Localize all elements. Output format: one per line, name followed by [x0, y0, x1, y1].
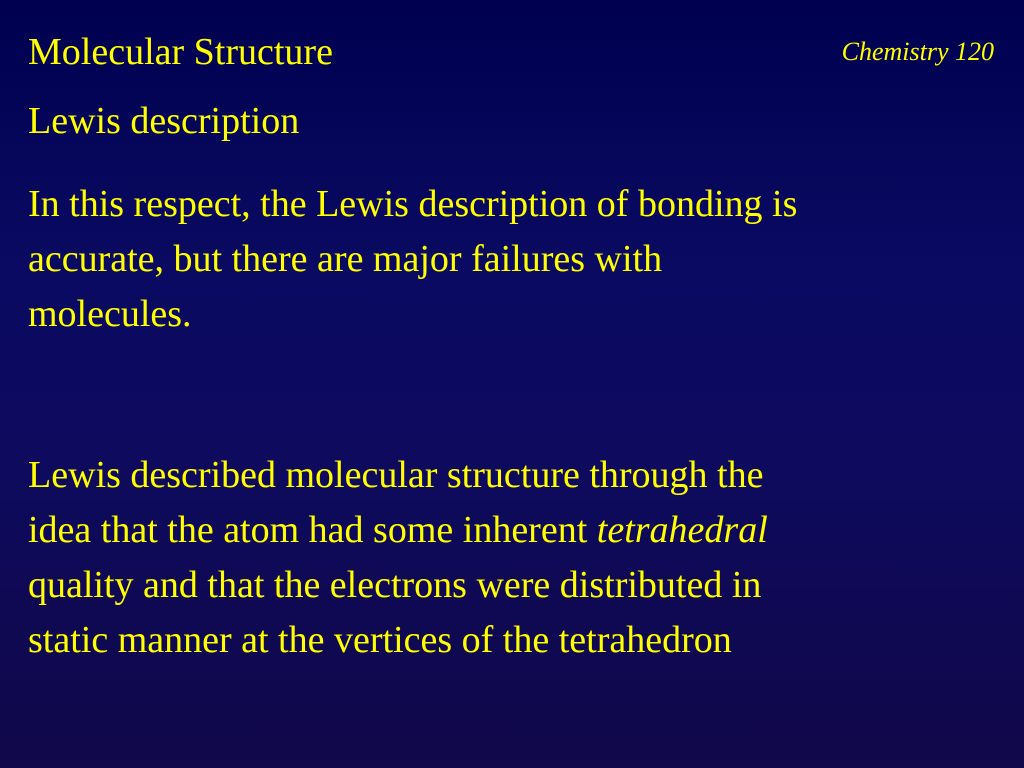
- slide-title: Molecular Structure: [28, 31, 333, 73]
- paragraph-1-line-2: accurate, but there are major failures with: [28, 238, 663, 280]
- body-paragraph-1: [28, 177, 998, 342]
- paragraph-1-line-3: molecules.: [28, 293, 192, 335]
- emphasized-term: tetrahedral: [596, 509, 768, 551]
- paragraph-2-line-1: Lewis described molecular structure through the: [28, 454, 764, 496]
- paragraph-2-line-4: static manner at the vertices of the tetrahedron: [28, 619, 732, 661]
- slide-subtitle: Lewis description: [28, 100, 300, 142]
- body-paragraph-2: [28, 448, 998, 668]
- paragraph-2-line-2: idea that the atom had some inherent: [28, 509, 597, 551]
- paragraph-1-line-1: In this respect, the Lewis description of bonding is: [28, 183, 798, 225]
- course-label: Chemistry 120: [841, 37, 994, 66]
- paragraph-2-line-3: quality and that the electrons were distributed in: [28, 564, 762, 606]
